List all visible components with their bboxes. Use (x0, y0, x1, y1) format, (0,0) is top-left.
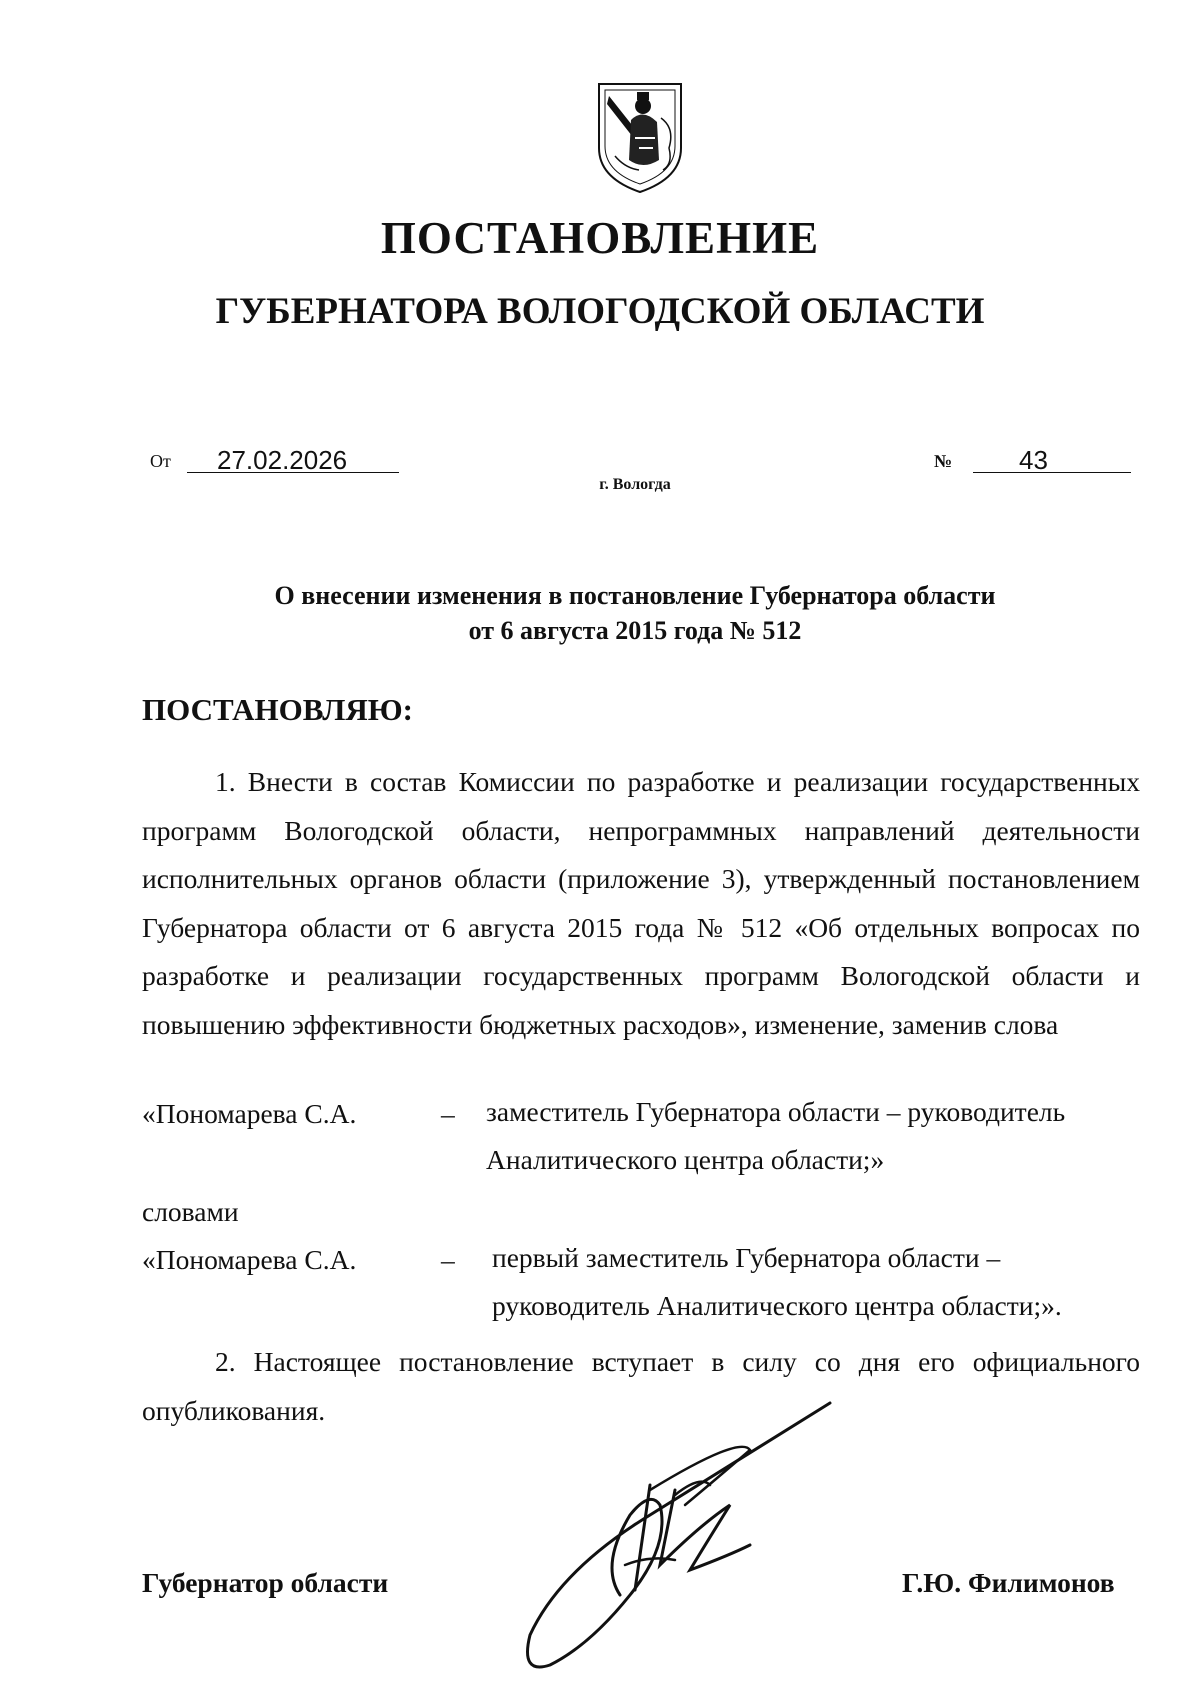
signatory-role: Губернатор области (142, 1567, 389, 1598)
subject-heading (0, 578, 1200, 648)
paragraph-1: 1. Внести в состав Комиссии по разработке и реализации государственных программ Вологодской области, непрограммных направлений деятельности исполнительных органов области (приложение 3), утвержденный постановлением Губернатора области от 6 августа 2015 года № 512 «Об отдельных вопросах по разработке и реализации государственных программ Вологодской области и повышению эффективности бюджетных расходов», изменение, заменив слова (142, 766, 1140, 1040)
coat-of-arms (595, 78, 685, 196)
new-entry-dash: – (441, 1244, 455, 1275)
document-title: ПОСТАНОВЛЕНИЕ (380, 213, 820, 263)
subject-line-2: от 6 августа 2015 года № 512 (468, 616, 802, 645)
city-label: г. Вологда (599, 476, 671, 493)
words-label: словами (142, 1196, 239, 1227)
new-entry-position-line-1: первый заместитель Губернатора области – (492, 1242, 1001, 1273)
new-entry-position (492, 1234, 1132, 1330)
old-entry-name: «Пономарева С.А. (142, 1098, 357, 1129)
date-label: От (150, 451, 171, 471)
subject-line-1: О внесении изменения в постановление Губернатора области (274, 581, 996, 610)
signatory-name: Г.Ю. Филимонов (902, 1567, 1115, 1598)
handwritten-signature (500, 1395, 840, 1695)
paragraph-2: 2. Настоящее постановление вступает в силу со дня его официального опубликования. (142, 1346, 1140, 1426)
number-label: № (934, 451, 953, 471)
new-entry-name: «Пономарева С.А. (142, 1244, 357, 1275)
document-subtitle: ГУБЕРНАТОРА ВОЛОГОДСКОЙ ОБЛАСТИ (215, 291, 985, 332)
old-entry-position-line-1: заместитель Губернатора области – руководитель (486, 1096, 1066, 1127)
old-entry-position (486, 1088, 1126, 1184)
document-number: 43 (973, 447, 1131, 473)
new-entry-position-line-2: руководитель Аналитического центра области;». (492, 1290, 1062, 1321)
document-date: 27.02.2026 (187, 447, 399, 473)
old-entry-position-line-2: Аналитического центра области;» (486, 1144, 885, 1175)
old-entry-dash: – (441, 1098, 455, 1129)
resolve-heading: ПОСТАНОВЛЯЮ: (142, 692, 413, 727)
